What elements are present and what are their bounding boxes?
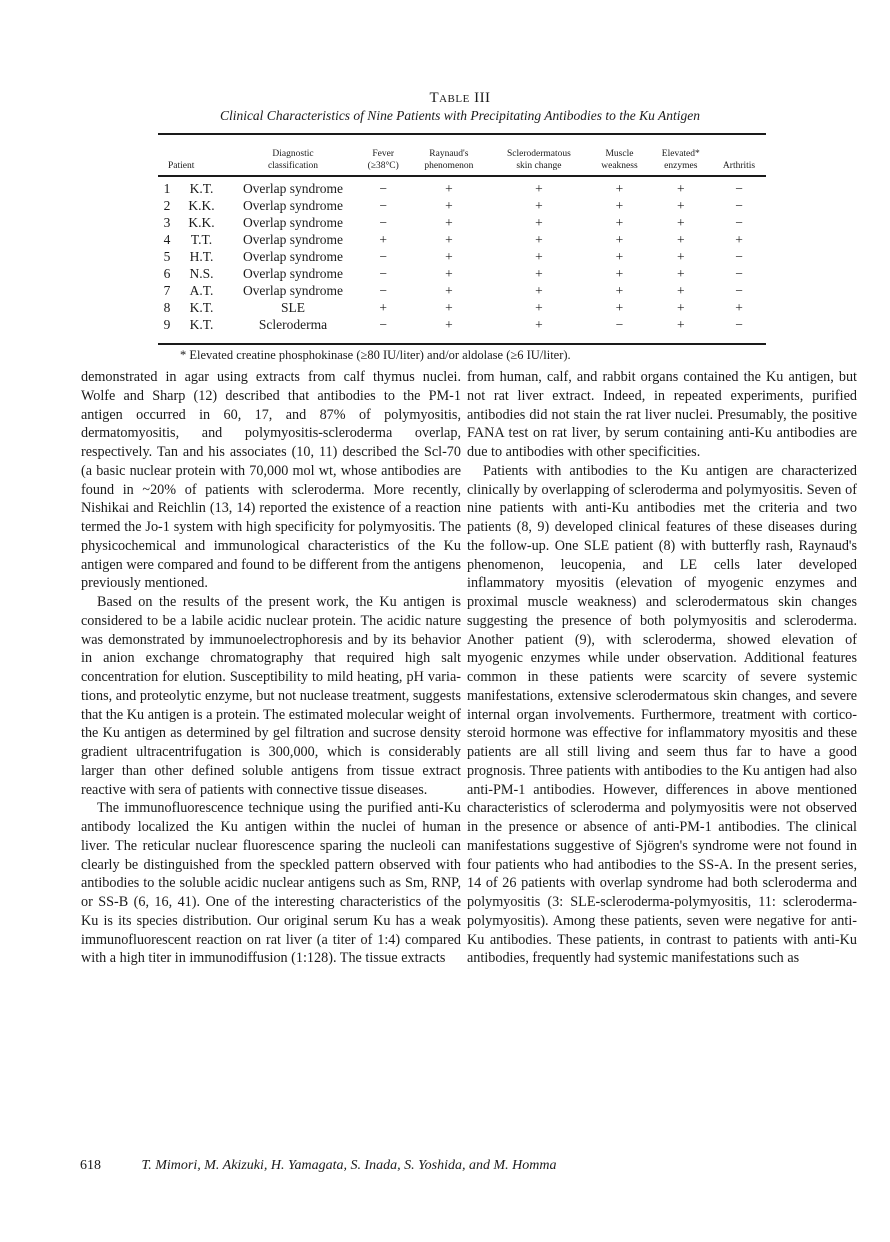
header-raynaud: Raynaud's phenomenon <box>424 149 474 171</box>
arthritis: − <box>735 317 743 332</box>
diagnosis: SLE <box>280 300 305 315</box>
patient-initials: K.T. <box>189 317 214 332</box>
sclerodermatous: + <box>535 266 543 281</box>
table-bottom-rule <box>158 343 766 345</box>
raynaud: + <box>445 215 453 230</box>
sclerodermatous: + <box>535 283 543 298</box>
patient-number: 3 <box>163 215 171 230</box>
fever: − <box>379 198 387 213</box>
sclerodermatous: + <box>535 232 543 247</box>
arthritis: − <box>735 198 743 213</box>
table-row <box>158 265 766 282</box>
patient-initials: K.T. <box>189 300 214 315</box>
raynaud: + <box>445 198 453 213</box>
elevated-enzymes: + <box>676 300 685 315</box>
patient-number: 4 <box>163 232 171 247</box>
fever: − <box>379 266 387 281</box>
table-row <box>158 197 766 214</box>
elevated-enzymes: + <box>676 283 685 298</box>
raynaud: + <box>445 249 453 264</box>
sclerodermatous: + <box>535 181 543 196</box>
muscle-weakness: − <box>615 317 624 332</box>
elevated-enzymes: + <box>676 266 685 281</box>
elevated-enzymes: + <box>676 181 685 196</box>
header-sclerodermatous: Sclerodermatous skin change <box>506 149 571 171</box>
body-column-right <box>467 368 857 968</box>
sclerodermatous: + <box>535 249 543 264</box>
elevated-enzymes: + <box>676 249 685 264</box>
diagnosis: Overlap syndrome <box>242 181 344 196</box>
elevated-enzymes: + <box>676 198 685 213</box>
sclerodermatous: + <box>535 317 543 332</box>
paragraph: from human, calf, and rabbit organs contained the Ku antigen, but not rat liver extract. Indeed, in repeated experiments, purified antibodies did not stain the rat liver nuclei. Presumably, the positive FANA test on rat liver, by serum containing anti-Ku antibodies are due to antibodies with other specificities. <box>467 369 857 460</box>
table-header-row <box>158 136 766 175</box>
patient-number: 2 <box>163 198 171 213</box>
paragraph: Based on the results of the present work, the Ku antigen is considered to be a labile acidic nuclear protein. The acidic nature was demonstrated by immunoelectrophoresis and by its behavior in anion exchange chromatography that required high salt concentration for elution. Susceptibility to mild heating, pH variations, and proteolytic enzyme, but not nuclease treatment, suggests that the Ku antigen is a protein. The estimated molecular weight of the Ku antigen as determined by gel filtration and sucrose density gradient ultracentrifugation is 300,000, which is considerably larger than other defined soluble antigens from tissue extract reactive with sera of patients with connective tissue diseases. <box>81 594 461 798</box>
patient-initials: T.T. <box>190 232 213 247</box>
patient-initials: K.T. <box>189 181 214 196</box>
fever: − <box>379 249 387 264</box>
fever: − <box>379 181 387 196</box>
muscle-weakness: + <box>615 232 624 247</box>
clinical-table <box>158 136 766 333</box>
page-footer <box>80 1158 556 1174</box>
arthritis: − <box>735 249 743 264</box>
table-label: Table III <box>429 90 491 106</box>
diagnosis: Overlap syndrome <box>242 232 344 247</box>
paragraph: Patients with antibodies to the Ku antigen are characterized clinically by overlapping of scleroderma and polymyositis. Seven of nine patients with anti-Ku antibodies met the criteria and two patients (8, 9) developed clinical features of these diseases during the follow-up. One SLE patient (8) with butterfly rash, Raynaud's phenomenon, leucopenia, and LE cells later developed inflammatory myositis (elevation of myogenic enzymes and proximal muscle weakness) and sclerodermatous skin changes suggesting the presence of both polymyositis and scleroderma. Another patient (9), with scleroderma, showed elevation of myogenic enzymes while under observation. Additional features common in these patients were scarcity of severe systemic manifestations, extensive sclerodermatous skin changes, and severe internal organ involvements. Furthermore, treatment with corticosteroid hormone was effective for inflammatory myositis and these patients are all still living and seem thus far to have a good prognosis. Three patients with antibodies to the Ku antigen had also anti-PM-1 antibodies. However, differences in above mentioned characteristics of scleroderma and polymyositis were not observed in the presence or absence of anti-PM-1 antibodies. The clinical manifestations suggestive of Sjögren's syndrome were not found in four patients who had antibodies to the SS-A. In the present series, 14 of 26 patients with overlap syndrome had both scleroderma and polymyositis (3: SLE-scleroderma-polymyositis, 11: scleroderma-polymyositis). Among these patients, seven were negative for anti-Ku antibodies. These patients, in contrast to patients with anti-Ku antibodies, frequently had systemic manifestations such as <box>467 462 857 967</box>
running-authors: T. Mimori, M. Akizuki, H. Yamagata, S. Inada, S. Yoshida, and M. Homma <box>141 1158 557 1173</box>
raynaud: + <box>445 181 453 196</box>
diagnosis: Overlap syndrome <box>242 215 344 230</box>
raynaud: + <box>445 266 453 281</box>
patient-initials: N.S. <box>189 266 214 281</box>
table-row <box>158 248 766 265</box>
diagnosis: Overlap syndrome <box>242 283 344 298</box>
patient-initials: K.K. <box>188 198 215 213</box>
header-arthritis: Arthritis <box>722 161 756 171</box>
table-top-rule <box>158 133 766 135</box>
body-column-left <box>81 368 461 968</box>
header-diagnostic: Diagnostic classification <box>267 149 319 171</box>
fever: − <box>379 317 387 332</box>
muscle-weakness: + <box>615 215 624 230</box>
muscle-weakness: + <box>615 181 624 196</box>
muscle-weakness: + <box>615 300 624 315</box>
sclerodermatous: + <box>535 215 543 230</box>
patient-number: 5 <box>163 249 171 264</box>
patient-number: 8 <box>163 300 171 315</box>
patient-initials: H.T. <box>189 249 214 264</box>
sclerodermatous: + <box>535 300 543 315</box>
table-row <box>158 282 766 299</box>
patient-initials: A.T. <box>189 283 214 298</box>
table-row <box>158 231 766 248</box>
header-enzymes: Elevated* enzymes <box>661 149 700 171</box>
diagnosis: Overlap syndrome <box>242 198 344 213</box>
patient-initials: K.K. <box>188 215 215 230</box>
arthritis: − <box>735 215 743 230</box>
muscle-weakness: + <box>615 198 624 213</box>
table-row <box>158 214 766 231</box>
patient-number: 7 <box>163 283 171 298</box>
paragraph: The immunofluorescence technique using the purified anti-Ku antibody localized the Ku antigen within the nuclei of human liver. The reticular nuclear fluorescence sparing the nucleoli can clearly be distinguished from the speckled pattern observed with antibodies to the soluble acidic nuclear antigens such as Sm, RNP, or SS-B (6, 16, 41). One of the interesting characteristics of the Ku is its species distribution. Our original serum Ku has a weak immunofluorescent reaction on rat liver (a titer of 1:4) compared with a high titer in immunodiffusion (1:128). The tissue extracts <box>81 800 461 967</box>
header-fever: Fever (≥38°C) <box>367 149 399 171</box>
table-caption: Clinical Characteristics of Nine Patients with Precipitating Antibodies to the Ku Antigen <box>219 108 701 123</box>
fever: + <box>379 232 387 247</box>
header-patient: Patient <box>168 161 195 171</box>
table-row <box>158 175 766 197</box>
diagnosis: Overlap syndrome <box>242 249 344 264</box>
patient-number: 9 <box>163 317 171 332</box>
page-number: 618 <box>80 1158 101 1173</box>
elevated-enzymes: + <box>676 317 685 332</box>
arthritis: − <box>735 266 743 281</box>
elevated-enzymes: + <box>676 232 685 247</box>
elevated-enzymes: + <box>676 215 685 230</box>
patient-number: 6 <box>163 266 171 281</box>
table-footnote: * Elevated creatine phosphokinase (≥80 IU/liter) and/or aldolase (≥6 IU/liter). <box>180 348 571 362</box>
fever: − <box>379 283 387 298</box>
arthritis: − <box>735 283 743 298</box>
raynaud: + <box>445 300 453 315</box>
arthritis: + <box>735 300 743 315</box>
paragraph: demonstrated in agar using extracts from calf thymus nuclei. Wolfe and Sharp (12) described that antibodies to the PM-1 antigen occurred in 60, 17, and 87% of polymyositis, dermatomyositis, and polymyositis-scleroderma overlap, respectively. Tan and his associates (10, 11) described the Scl-70 (a basic nuclear protein with 70,000 mol wt, whose antibodies are found in ~20% of patients with scleroderma. More recently, Nishikai and Reichlin (13, 14) reported the existence of a reaction termed the Jo-1 system with high specificity for polymyositis. The physicochemical and immunological characteristics of the Ku antigen were compared and found to be different from the antigens previously mentioned. <box>81 369 461 592</box>
muscle-weakness: + <box>615 283 624 298</box>
diagnosis: Overlap syndrome <box>242 266 344 281</box>
diagnosis: Scleroderma <box>258 317 328 332</box>
muscle-weakness: + <box>615 249 624 264</box>
table-row <box>158 299 766 316</box>
muscle-weakness: + <box>615 266 624 281</box>
fever: + <box>379 300 387 315</box>
arthritis: + <box>735 232 743 247</box>
raynaud: + <box>445 232 453 247</box>
fever: − <box>379 215 387 230</box>
arthritis: − <box>735 181 743 196</box>
raynaud: + <box>445 317 453 332</box>
patient-number: 1 <box>163 181 171 196</box>
sclerodermatous: + <box>535 198 543 213</box>
raynaud: + <box>445 283 453 298</box>
header-muscle: Muscle weakness <box>601 149 638 171</box>
table-row <box>158 316 766 333</box>
